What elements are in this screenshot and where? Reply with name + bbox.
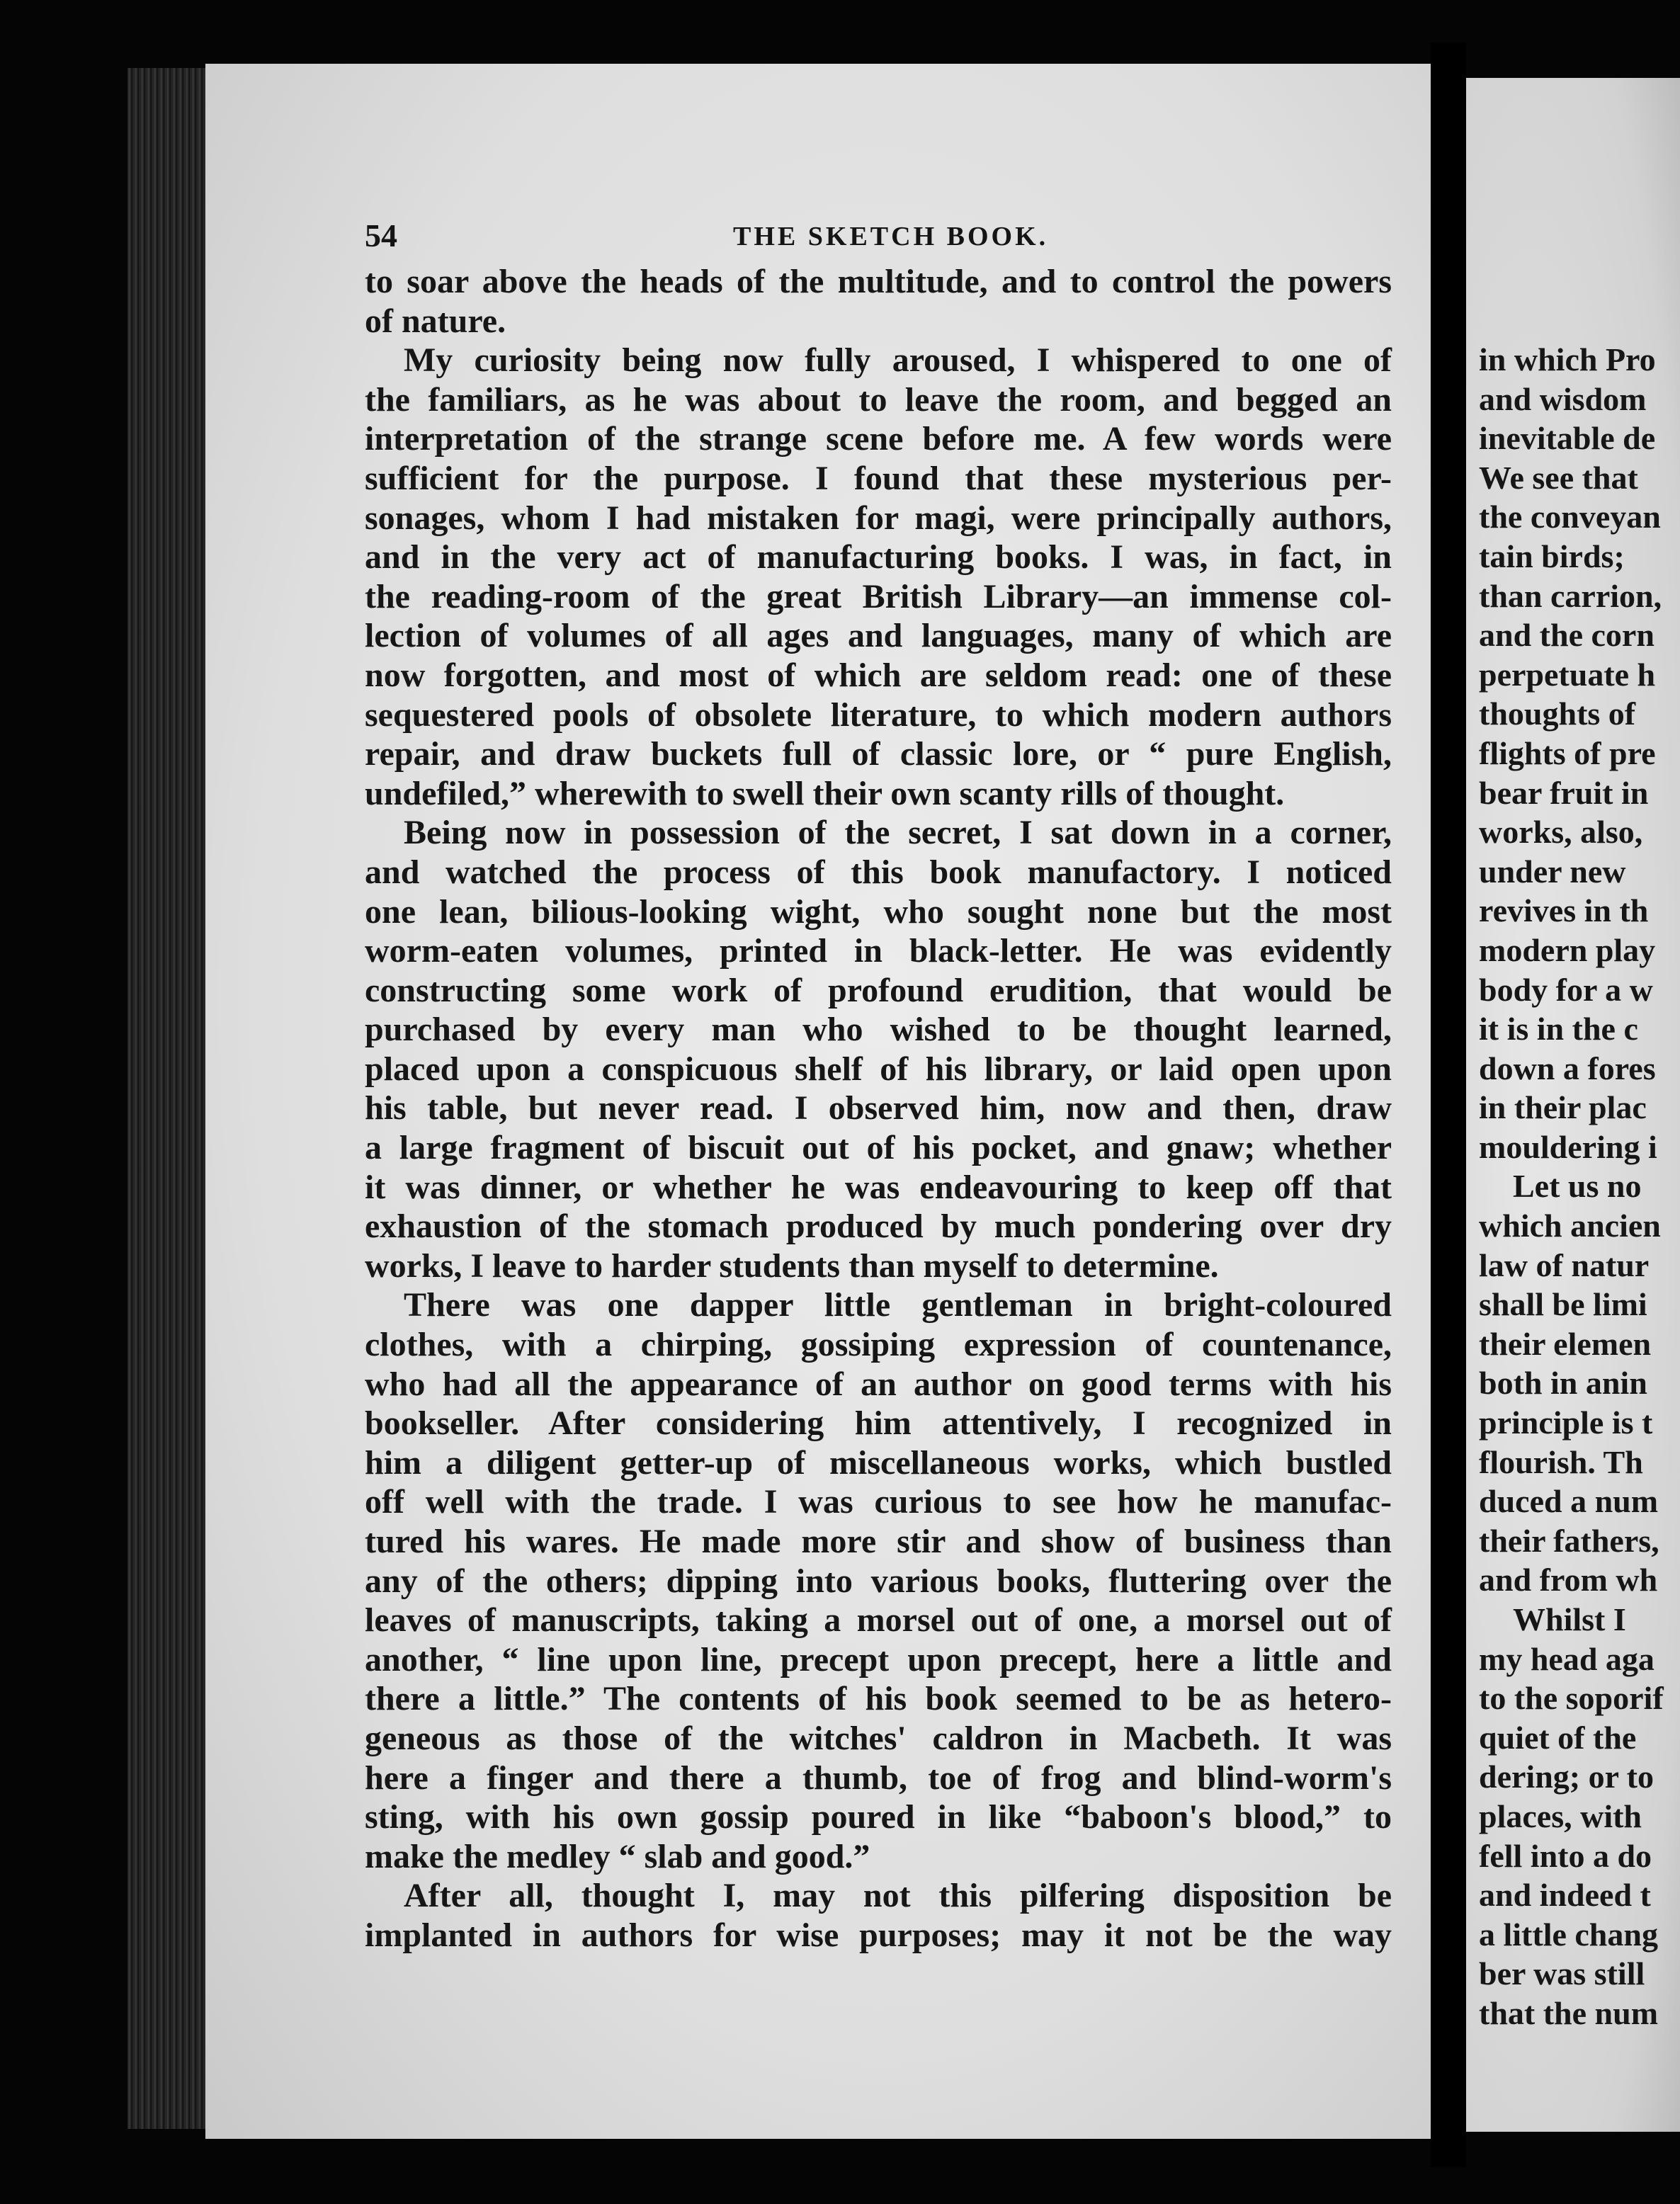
text-line: interpretation of the strange scene before me. A few words were xyxy=(365,420,1392,458)
text-line: to the soporif xyxy=(1479,1680,1664,1717)
page-number: 54 xyxy=(365,217,397,254)
text-line: tain birds; xyxy=(1479,538,1625,574)
text-line: Being now in possession of the secret, I sat down in a corner, xyxy=(404,814,1392,852)
text-line: My curiosity being now fully aroused, I whispered to one of xyxy=(404,341,1392,380)
text-line: and wisdom xyxy=(1479,380,1647,417)
text-line: implanted in authors for wise purposes; may it not be the way xyxy=(365,1916,1392,1954)
text-line: it is in the c xyxy=(1479,1011,1638,1047)
text-line: geneous as those of the witches' caldron in Macbeth. It was xyxy=(365,1719,1392,1757)
text-line: and from wh xyxy=(1479,1562,1658,1598)
text-line: another, “ line upon line, precept upon precept, here a little and xyxy=(365,1640,1392,1678)
text-line: works, also, xyxy=(1479,814,1643,851)
text-line: off well with the trade. I was curious to see how he manufac- xyxy=(365,1483,1392,1521)
text-line: it was dinner, or whether he was endeavouring to keep off that xyxy=(365,1168,1392,1206)
text-line: tured his wares. He made more stir and show of business than xyxy=(365,1523,1392,1560)
main-text-block xyxy=(365,262,1392,1955)
text-line: There was one dapper little gentleman in bright-coloured xyxy=(404,1286,1392,1324)
text-line: sufficient for the purpose. I found that these mysterious per- xyxy=(365,459,1392,497)
text-line: works, I leave to harder students than myself to determine. xyxy=(365,1246,1219,1285)
text-line: undefiled,” wherewith to swell their own scanty rills of thought. xyxy=(365,774,1285,812)
text-line: ber was still xyxy=(1479,1955,1645,1992)
text-line: their fathers, xyxy=(1479,1522,1659,1559)
text-line: sonages, whom I had mistaken for magi, were principally authors, xyxy=(365,499,1392,537)
text-line: constructing some work of profound erudition, that would be xyxy=(365,971,1392,1009)
text-line: make the medley “ slab and good.” xyxy=(365,1837,870,1875)
text-line: body for a w xyxy=(1479,971,1653,1008)
text-line: a little chang xyxy=(1479,1916,1658,1953)
text-line: him a diligent getter-up of miscellaneous works, which bustled xyxy=(365,1443,1392,1482)
text-line: and indeed t xyxy=(1479,1877,1651,1914)
text-line: the reading-room of the great British Library—an immense col- xyxy=(365,577,1392,615)
right-page xyxy=(1466,78,1680,2132)
text-line: down a fores xyxy=(1479,1050,1656,1086)
text-line: quiet of the xyxy=(1479,1719,1637,1756)
text-line: places, with xyxy=(1479,1797,1642,1834)
text-line: duced a num xyxy=(1479,1483,1659,1520)
right-page-text xyxy=(1479,340,1680,2033)
text-line: and the corn xyxy=(1479,617,1655,654)
text-line: flights of pre xyxy=(1479,734,1656,771)
text-line: sequestered pools of obsolete literature, to which modern authors xyxy=(365,695,1392,734)
text-line: placed upon a conspicuous shelf of his library, or laid open upon xyxy=(365,1050,1392,1088)
text-line: to soar above the heads of the multitude, and to control the powers xyxy=(365,263,1392,300)
text-line: lection of volumes of all ages and languages, many of which are xyxy=(365,617,1392,655)
text-line: fell into a do xyxy=(1479,1837,1652,1874)
text-line: his table, but never read. I observed him, now and then, draw xyxy=(365,1089,1392,1127)
running-head xyxy=(365,217,1392,259)
text-line: that the num xyxy=(1479,1994,1659,2031)
text-line: flourish. Th xyxy=(1479,1443,1643,1480)
text-line: shall be limi xyxy=(1479,1286,1647,1323)
text-line: in which Pro xyxy=(1479,341,1656,377)
text-line: revives in th xyxy=(1479,892,1649,929)
text-line: purchased by every man who wished to be thought learned, xyxy=(365,1011,1392,1049)
page-edges xyxy=(127,68,212,2129)
text-line: a large fragment of biscuit out of his pocket, and gnaw; whether xyxy=(365,1129,1392,1167)
text-line: and in the very act of manufacturing books. I was, in fact, in xyxy=(365,538,1392,576)
text-line: We see that xyxy=(1479,459,1638,496)
text-line: under new xyxy=(1479,853,1626,890)
text-line: my head aga xyxy=(1479,1640,1655,1677)
text-line: dering; or to xyxy=(1479,1759,1655,1795)
text-line: modern play xyxy=(1479,931,1656,968)
text-line: perpetuate h xyxy=(1479,656,1656,693)
text-line: one lean, bilious-looking wight, who sought none but the most xyxy=(365,892,1392,931)
text-line: who had all the appearance of an author on good terms with his xyxy=(365,1365,1392,1403)
text-line: in their plac xyxy=(1479,1089,1647,1126)
text-line: the conveyan xyxy=(1479,499,1661,535)
text-line: bear fruit in xyxy=(1479,774,1649,811)
text-line: and watched the process of this book manufactory. I noticed xyxy=(365,853,1392,891)
text-line: any of the others; dipping into various books, fluttering over the xyxy=(365,1562,1392,1600)
text-line: of nature. xyxy=(365,302,506,340)
text-line: the familiars, as he was about to leave the room, and begged an xyxy=(365,380,1392,419)
text-line: their elemen xyxy=(1479,1325,1652,1362)
text-line: leaves of manuscripts, taking a morsel out of one, a morsel out of xyxy=(365,1601,1392,1640)
text-line: both in anin xyxy=(1479,1365,1647,1402)
running-title: THE SKETCH BOOK. xyxy=(733,222,1049,251)
text-line: sting, with his own gossip poured in like “baboon's blood,” to xyxy=(365,1798,1392,1836)
text-line: bookseller. After considering him attentively, I recognized in xyxy=(365,1404,1392,1443)
text-line: inevitable de xyxy=(1479,420,1656,457)
text-line: than carrion, xyxy=(1479,577,1662,614)
text-line: law of natur xyxy=(1479,1246,1650,1283)
text-line: clothes, with a chirping, gossiping expression of countenance, xyxy=(365,1326,1392,1364)
text-line: which ancien xyxy=(1479,1208,1661,1244)
text-line: Let us no xyxy=(1513,1168,1642,1205)
text-line: repair, and draw buckets full of classic lore, or “ pure English, xyxy=(365,735,1392,773)
text-line: principle is t xyxy=(1479,1404,1653,1441)
text-line: thoughts of xyxy=(1479,695,1636,732)
text-line: After all, thought I, may not this pilfering disposition be xyxy=(404,1877,1392,1915)
text-line: mouldering i xyxy=(1479,1128,1657,1165)
text-line: exhaustion of the stomach produced by much pondering over dry xyxy=(365,1208,1392,1246)
text-line: there a little.” The contents of his book seemed to be as hetero- xyxy=(365,1680,1392,1718)
text-line: here a finger and there a thumb, toe of frog and blind-worm's xyxy=(365,1759,1392,1797)
text-line: Whilst I xyxy=(1513,1601,1626,1637)
book-gutter xyxy=(1431,42,1466,2167)
text-line: now forgotten, and most of which are seldom read: one of these xyxy=(365,656,1392,694)
text-line: worm-eaten volumes, printed in black-letter. He was evidently xyxy=(365,932,1392,970)
